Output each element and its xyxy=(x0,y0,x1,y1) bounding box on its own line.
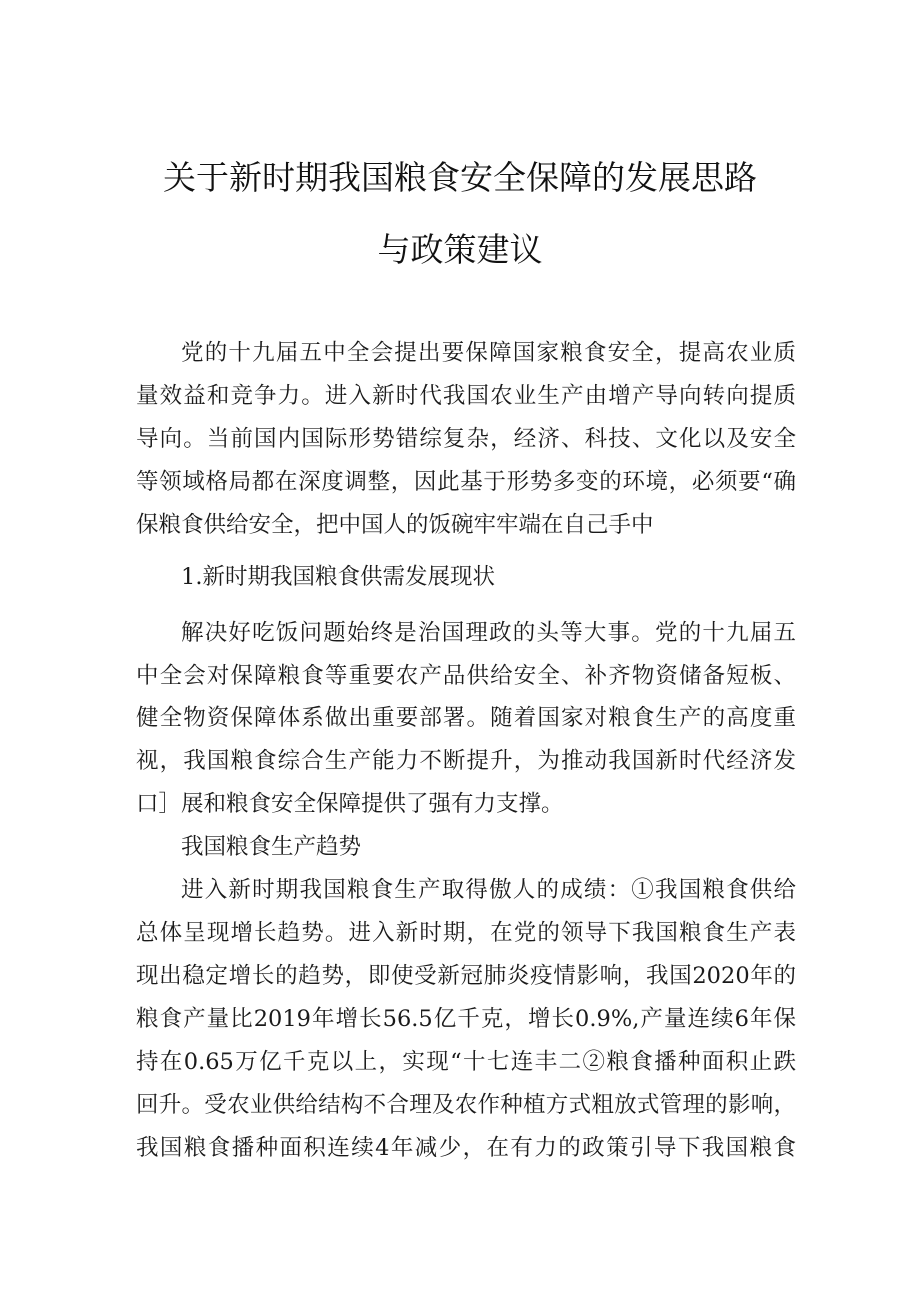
text-line: 量效益和竞争力。进入新时代我国农业生产由增产导向转向提质 xyxy=(136,383,796,409)
text-line: 保粮食供给安全，把中国人的饭碗牢牢端在自己手中 xyxy=(136,512,654,538)
text-line: 回升。受农业供给结构不合理及农作种植方式粗放式管理的影响， xyxy=(136,1092,796,1118)
text-line: 我国粮食播种面积连续4年减少，在有力的政策引导下我国粮食 xyxy=(136,1135,796,1161)
text-line: 总体呈现增长趋势。进入新时期，在党的领导下我国粮食生产表 xyxy=(136,920,796,946)
text-line: 健全物资保障体系做出重要部署。随着国家对粮食生产的高度重 xyxy=(136,705,796,731)
section-heading: 1.新时期我国粮食供需发展现状 xyxy=(181,564,495,590)
text-line: 中全会对保障粮食等重要农产品供给安全、补齐物资储备短板、 xyxy=(136,663,796,689)
text-line: 党的十九届五中全会提出要保障国家粮食安全，提高农业质 xyxy=(181,340,796,366)
text-line: 导向。当前国内国际形势错综复杂，经济、科技、文化以及安全 xyxy=(136,426,796,452)
text-line: 现出稳定增长的趋势，即使受新冠肺炎疫情影响，我国2020年的 xyxy=(136,963,796,989)
text-line: 进入新时期我国粮食生产取得傲人的成绩：①我国粮食供给 xyxy=(181,877,796,903)
text-line: 视，我国粮食综合生产能力不断提升，为推动我国新时代经济发 xyxy=(136,748,796,774)
text-line: 解决好吃饭问题始终是治国理政的头等大事。党的十九届五 xyxy=(181,620,796,646)
document-title-line-1: 关于新时期我国粮食安全保障的发展思路 xyxy=(163,158,757,197)
document-title-line-2: 与政策建议 xyxy=(377,230,543,269)
text-line: 粮食产量比2019年增长56.5亿千克，增长0.9%,产量连续6年保 xyxy=(136,1006,796,1032)
text-line: 口］展和粮食安全保障提供了强有力支撑。 xyxy=(136,791,564,817)
subsection-heading: 我国粮食生产趋势 xyxy=(181,834,362,860)
text-line: 持在0.65万亿千克以上，实现“十七连丰二②粮食播种面积止跌 xyxy=(136,1049,796,1075)
text-line: 等领域格局都在深度调整，因此基于形势多变的环境，必须要“确 xyxy=(136,469,796,495)
